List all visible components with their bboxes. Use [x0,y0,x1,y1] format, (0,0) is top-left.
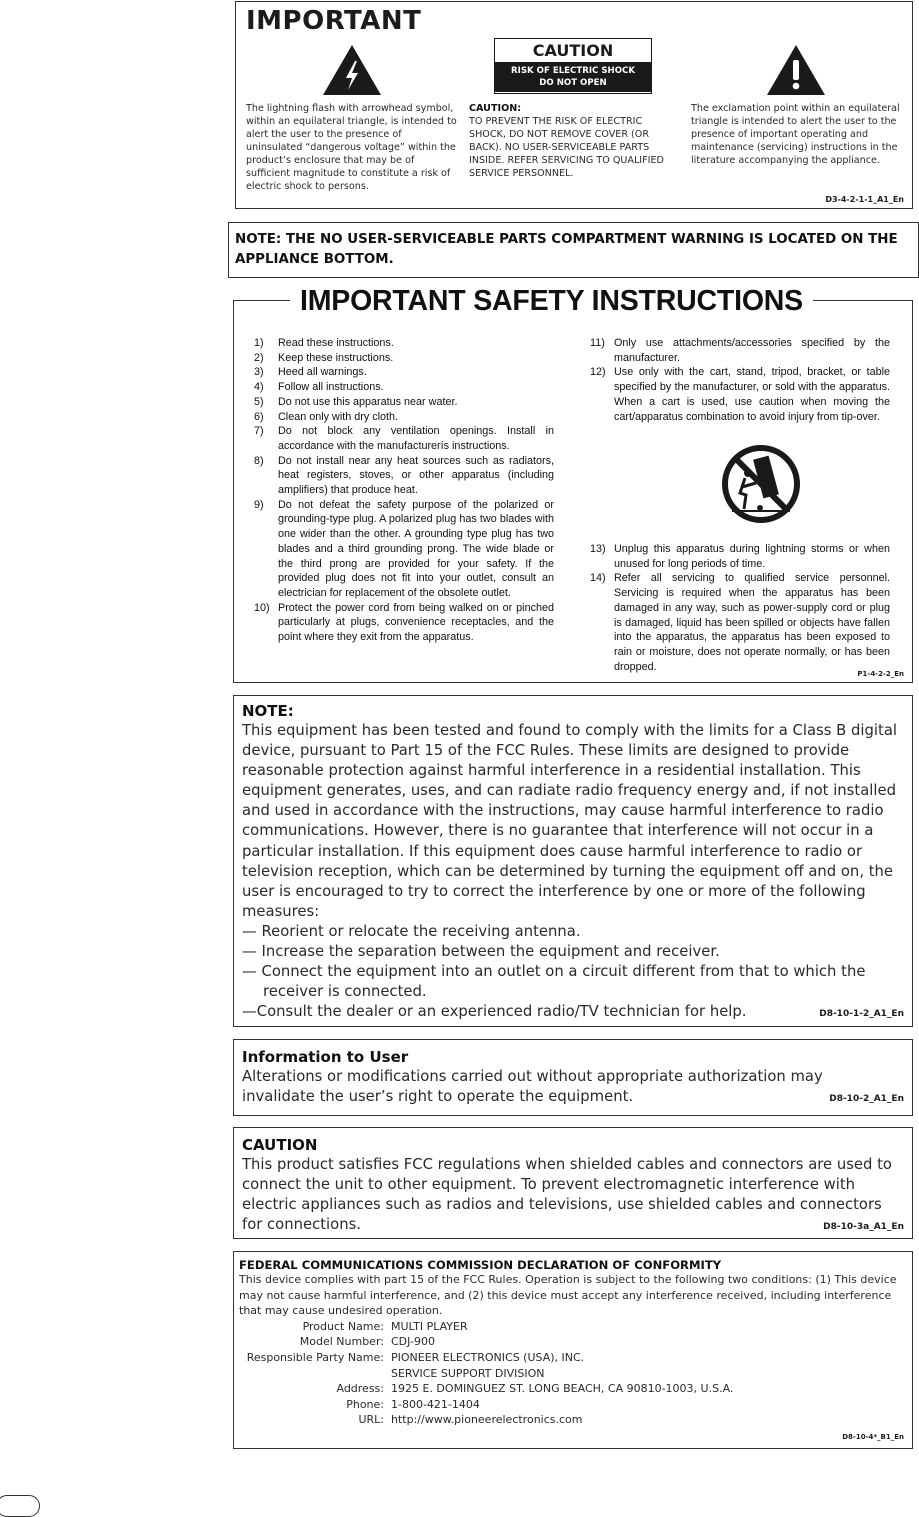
fcc-note-measure-2: — Increase the separation between the equipment and receiver. [242,943,720,961]
lightning-warning-icon [322,44,382,96]
safety-item: 14) Refer all servicing to qualified service personnel. Servicing is required when the apparatus has been damaged in any way, such as power-supply cord or plug is damaged, liquid has been spilled or objects have fallen into the apparatus, the apparatus has been exposed to rain or moisture, does not operate normally, or has been dropped. [590,572,890,673]
caution-label-line2: DO NOT OPEN [539,78,607,88]
detail-row: SERVICE SUPPORT DIVISION [391,1366,545,1380]
important-box [235,1,913,209]
info-user-body: Alterations or modifications carried out without appropriate authorization may invalidate the user’s right to operate the equipment. [242,1068,823,1106]
caution-label-title: CAUTION [532,41,614,60]
exclamation-warning-icon [766,44,826,96]
fcc-declaration-code: D8-10-4*_B1_En [842,1433,904,1441]
caution-description-heading: CAUTION: [469,103,522,114]
fcc-note-measure-1: — Reorient or relocate the receiving antenna. [242,922,581,940]
info-user-heading: Information to User [242,1048,409,1066]
fcc-declaration-body: This device complies with part 15 of the FCC Rules. Operation is subject to the following two conditions: (1) This device may not cause harmful interference, and (2) this device must accept any interference received, including interference that may cause undesired operation. [239,1273,897,1318]
fcc-note-body: This equipment has been tested and found to comply with the limits for a Class B digital device, pursuant to Part 15 of the FCC Rules. These limits are designed to provide reasonable protection against harmful interference in a residential installation. This equipment generates, uses, and can radiate radio frequency energy and, if not installed and used in accordance with the instructions, may cause harmful interference to radio communications. However, there is no guarantee that interference will not occur in a particular installation. If this equipment does cause harmful interference to radio or television reception, which can be determined by turning the equipment off and on, the user is encouraged to try to correct the interference by one or more of the following measures: [242,722,897,920]
detail-row: URL: http://www.pioneerelectronics.com [358,1413,583,1427]
fcc-note-box [233,695,913,1027]
caution-label [494,38,652,94]
lightning-description: The lightning flash with arrowhead symbol, within an equilateral triangle, is intended to alert the user to the presence of uninsulated “dangerous voltage” within the product’s enclosure that may be of sufficient magnitude to constitute a risk of electric shock to persons. [246,103,457,192]
caution-code: D8-10-3a_A1_En [823,1222,904,1232]
safety-item: 8) Do not install near any heat sources such as radiators, heat registers, stoves, or other apparatus (including amplifiers) that produce heat. [254,454,554,497]
detail-row: Phone: 1-800-421-1404 [346,1397,480,1411]
caution-body: This product satisfies FCC regulations when shielded cables and connectors are used to connect the unit to other equipment. To prevent electromagnetic interference with electric appliances such as radios and televisions, use shielded cables and connectors for connections. [242,1156,892,1234]
safety-item: 7) Do not block any ventilation openings. Install in accordance with the manufacturerís instructions. [254,425,554,452]
safety-item: 2) Keep these instructions. [254,351,394,364]
safety-item: 11) Only use attachments/accessories specified by the manufacturer. [590,337,890,364]
safety-item: 1) Read these instructions. [254,337,394,349]
caution-description [469,102,674,180]
important-title: IMPORTANT [246,6,422,36]
exclamation-description: The exclamation point within an equilateral triangle is intended to alert the user to the presence of important operating and maintenance (servicing) instructions in the literature accompanying the appliance. [691,103,900,166]
caution-heading: CAUTION [242,1136,318,1154]
detail-row: Responsible Party Name: PIONEER ELECTRONICS (USA), INC. [246,1350,585,1364]
safety-item: 10) Protect the power cord from being walked on or pinched particularly at plugs, convenience receptacles, and the point where they exit from the apparatus. [254,601,554,644]
page-tab-marker [0,1495,40,1517]
fcc-note-heading: NOTE: [242,702,294,720]
fcc-declaration-box [233,1251,913,1449]
fcc-declaration-details [239,1319,907,1428]
detail-row: Model Number: CDJ-900 [299,1335,435,1349]
safety-item: 4) Follow all instructions. [254,381,384,394]
safety-code: P1-4-2-2_En [857,670,904,678]
safety-box [233,285,913,683]
caution-label-line1: RISK OF ELECTRIC SHOCK [511,66,635,76]
safety-item: 3) Heed all warnings. [254,366,367,379]
detail-row: Product Name: MULTI PLAYER [302,1319,468,1333]
note-bottom-box: NOTE: THE NO USER-SERVICEABLE PARTS COMPARTMENT WARNING IS LOCATED ON THE APPLIANCE BOTTOM. [228,222,919,278]
safety-right-list-top [590,336,890,424]
cart-tip-over-warning-icon [720,443,802,525]
fcc-declaration-heading: FEDERAL COMMUNICATIONS COMMISSION DECLARATION OF CONFORMITY [239,1258,722,1272]
fcc-note-measure-3: — Connect the equipment into an outlet on a circuit different from that to which the receiver is connected. [242,963,866,1001]
fcc-note-measure-4: —Consult the dealer or an experienced radio/TV technician for help. [242,1003,747,1021]
safety-right-list-bottom [590,542,890,674]
safety-item: 5) Do not use this apparatus near water. [254,395,458,408]
info-user-code: D8-10-2_A1_En [829,1094,904,1104]
fcc-note-code: D8-10-1-2_A1_En [819,1009,904,1019]
caution-description-text: TO PREVENT THE RISK OF ELECTRIC SHOCK, DO NOT REMOVE COVER (OR BACK). NO USER-SERVICEABLE PARTS INSIDE. REFER SERVICING TO QUALIFIED SERVICE PERSONNEL. [469,116,664,179]
important-code: D3-4-2-1-1_A1_En [825,195,904,204]
detail-row: Address: 1925 E. DOMINGUEZ ST. LONG BEACH, CA 90810-1003, U.S.A. [336,1382,734,1396]
caution-label-band [495,62,651,92]
safety-item: 6) Clean only with dry cloth. [254,410,399,423]
safety-title: IMPORTANT SAFETY INSTRUCTIONS [290,285,813,318]
safety-item: 9) Do not defeat the safety purpose of the polarized or grounding-type plug. A polarized plug has two blades with one wider than the other. A grounding type plug has two blades and a third grounding prong. The wide blade or the third prong are provided for your safety. If the provided plug does not fit into your outlet, consult an electrician for replacement of the obsolete outlet. [254,498,554,599]
safety-item: 12) Use only with the cart, stand, tripod, bracket, or table specified by the manufacturer, or sold with the apparatus. When a cart is used, use caution when moving the cart/apparatus combination to avoid injury from tip-over. [590,366,890,423]
safety-item: 13) Unplug this apparatus during lightning storms or when unused for long periods of time. [590,543,890,570]
info-user-box [233,1039,913,1116]
safety-left-list [254,336,554,645]
caution-box [233,1127,913,1239]
